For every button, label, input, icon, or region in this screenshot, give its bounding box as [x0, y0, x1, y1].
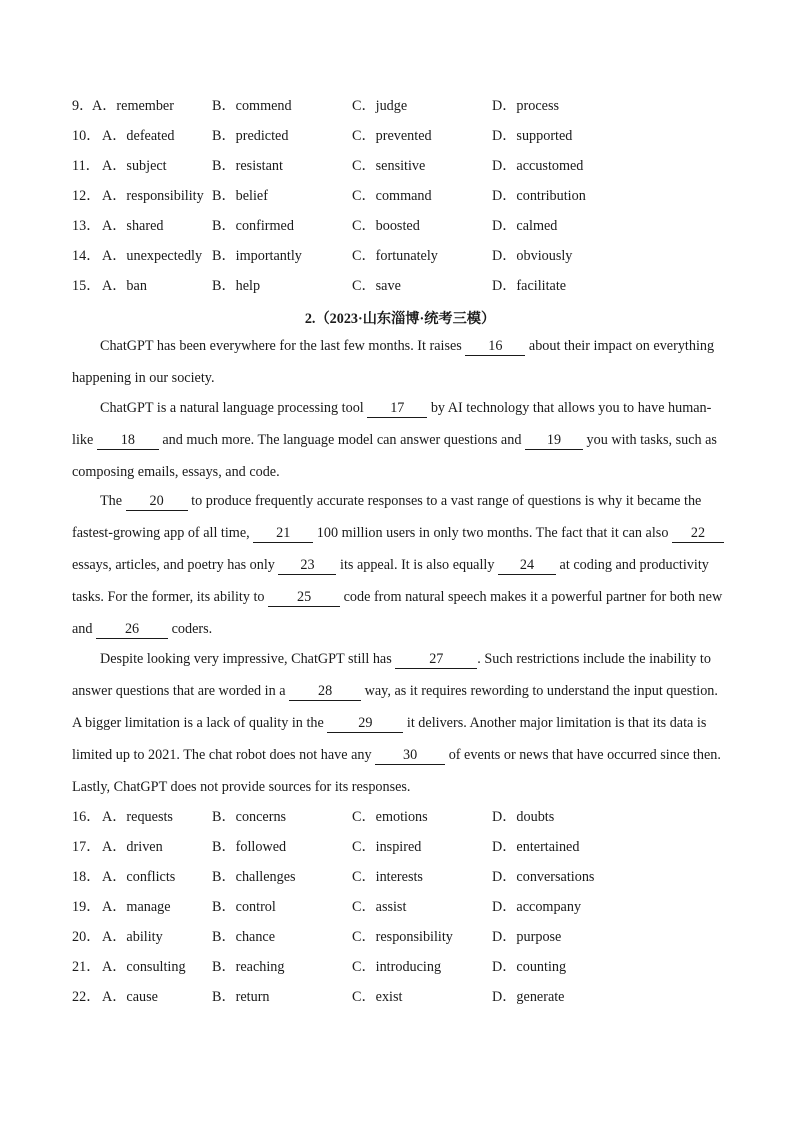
option-a: A．shared — [102, 218, 164, 234]
option-c: C．fortunately — [352, 248, 438, 264]
option-a: A．cause — [102, 989, 158, 1005]
option-b: B．reaching — [212, 959, 285, 975]
text: it delivers. Another major limitation is that its data is — [403, 715, 707, 731]
blank-30: 30 — [375, 747, 445, 765]
option-b: B．commend — [212, 98, 292, 114]
question-number: 17． — [72, 839, 101, 855]
text: The — [100, 493, 126, 509]
text: A bigger limitation is a lack of quality in the — [72, 715, 328, 731]
option-d: D．conversations — [492, 869, 595, 885]
option-d: D．doubts — [492, 809, 555, 825]
text: composing emails, essays, and code. — [72, 464, 280, 480]
option-c: C．boosted — [352, 218, 420, 234]
text: to produce frequently accurate responses to a vast range of questions is why it became the — [187, 493, 702, 509]
option-b: B．concerns — [212, 809, 287, 825]
question-number: 12． — [72, 188, 101, 204]
option-b: B．challenges — [212, 869, 296, 885]
option-a: A．ban — [102, 278, 147, 294]
option-d: D．accustomed — [492, 158, 584, 174]
blank-29: 29 — [327, 715, 403, 733]
passage-line — [72, 462, 728, 482]
question-number: 16． — [72, 809, 101, 825]
text: happening in our society. — [72, 370, 215, 386]
text: and — [72, 621, 97, 637]
option-b: B．confirmed — [212, 218, 294, 234]
option-a: A．unexpectedly — [102, 248, 203, 264]
passage-line — [72, 555, 728, 575]
question-number: 10． — [72, 128, 101, 144]
option-b: B．followed — [212, 839, 287, 855]
text: Despite looking very impressive, ChatGPT still has — [100, 651, 396, 667]
option-d: D．facilitate — [492, 278, 567, 294]
text: its appeal. It is also equally — [336, 557, 498, 573]
option-a: A．responsibility — [102, 188, 204, 204]
question-number: 19． — [72, 899, 101, 915]
text: tasks. For the former, its ability to — [72, 589, 269, 605]
question-number: 18． — [72, 869, 101, 885]
text: 100 million users in only two months. The fact that it can also — [313, 525, 672, 541]
text: ChatGPT has been everywhere for the last few months. It raises — [100, 338, 466, 354]
option-b: B．control — [212, 899, 276, 915]
option-a: A．requests — [102, 809, 173, 825]
text: essays, articles, and poetry has only — [72, 557, 279, 573]
option-d: D．generate — [492, 989, 565, 1005]
option-c: C．judge — [352, 98, 408, 114]
text: of events or news that have occurred since then. — [445, 747, 721, 763]
option-a: A．subject — [102, 158, 167, 174]
question-number: 22． — [72, 989, 101, 1005]
question-number: 20． — [72, 929, 101, 945]
section-heading: 2.（2023·山东淄博·统考三模） — [304, 311, 496, 327]
blank-26: 26 — [96, 621, 168, 639]
option-d: D．contribution — [492, 188, 586, 204]
blank-21: 21 — [253, 525, 313, 543]
text: and much more. The language model can answer questions and — [158, 432, 525, 448]
text: at coding and productivity — [556, 557, 709, 573]
option-d: D．supported — [492, 128, 573, 144]
question-number: 14． — [72, 248, 101, 264]
passage-line — [72, 777, 728, 797]
blank-27: 27 — [395, 651, 477, 669]
text: way, as it requires rewording to understand the input question. — [361, 683, 718, 699]
question-number: 9． — [72, 98, 94, 114]
option-c: C．emotions — [352, 809, 428, 825]
question-number: 15． — [72, 278, 101, 294]
blank-23: 23 — [278, 557, 336, 575]
option-d: D．purpose — [492, 929, 562, 945]
option-c: C．introducing — [352, 959, 442, 975]
text: answer questions that are worded in a — [72, 683, 290, 699]
option-a: A．driven — [102, 839, 163, 855]
blank-28: 28 — [289, 683, 361, 701]
passage-line — [72, 713, 728, 733]
blank-25: 25 — [268, 589, 340, 607]
blank-22: 22 — [672, 525, 724, 543]
option-d: D．calmed — [492, 218, 558, 234]
option-c: C．interests — [352, 869, 423, 885]
option-b: B．predicted — [212, 128, 289, 144]
passage-line — [72, 681, 728, 701]
option-b: B．chance — [212, 929, 276, 945]
passage-line — [72, 491, 728, 511]
text: ChatGPT is a natural language processing tool — [100, 400, 368, 416]
passage-line — [72, 430, 728, 450]
passage-line — [72, 619, 728, 639]
option-b: B．importantly — [212, 248, 302, 264]
blank-16: 16 — [465, 338, 525, 356]
option-a: A．conflicts — [102, 869, 176, 885]
option-d: D．entertained — [492, 839, 580, 855]
option-a: A．consulting — [102, 959, 186, 975]
text: by AI technology that allows you to have human- — [427, 400, 712, 416]
text: you with tasks, such as — [582, 432, 717, 448]
option-d: D．counting — [492, 959, 567, 975]
option-d: D．accompany — [492, 899, 582, 915]
option-c: C．inspired — [352, 839, 422, 855]
option-b: B．help — [212, 278, 261, 294]
text: coders. — [168, 621, 213, 637]
text: about their impact on everything — [525, 338, 715, 354]
option-a: A．defeated — [102, 128, 175, 144]
passage-line — [72, 587, 728, 607]
option-c: C．assist — [352, 899, 407, 915]
option-b: B．resistant — [212, 158, 283, 174]
text: . Such restrictions include the inability to — [477, 651, 711, 667]
passage-line — [72, 336, 728, 356]
question-number: 11． — [72, 158, 100, 174]
question-number: 13． — [72, 218, 101, 234]
blank-20: 20 — [126, 493, 188, 511]
blank-19: 19 — [525, 432, 583, 450]
option-d: D．obviously — [492, 248, 573, 264]
passage-line — [72, 745, 728, 765]
text: fastest-growing app of all time, — [72, 525, 254, 541]
option-d: D．process — [492, 98, 559, 114]
blank-18: 18 — [97, 432, 159, 450]
text: Lastly, ChatGPT does not provide sources for its responses. — [72, 779, 411, 795]
passage-line — [72, 398, 728, 418]
option-c: C．sensitive — [352, 158, 426, 174]
blank-24: 24 — [498, 557, 556, 575]
option-c: C．responsibility — [352, 929, 453, 945]
text: code from natural speech makes it a powerful partner for both new — [340, 589, 723, 605]
text: like — [72, 432, 97, 448]
option-b: B．belief — [212, 188, 268, 204]
option-c: C．command — [352, 188, 432, 204]
option-c: C．prevented — [352, 128, 432, 144]
text: limited up to 2021. The chat robot does not have any — [72, 747, 376, 763]
passage-line — [72, 368, 728, 388]
passage-line — [72, 649, 728, 669]
question-number: 21． — [72, 959, 101, 975]
option-b: B．return — [212, 989, 270, 1005]
option-c: C．exist — [352, 989, 403, 1005]
option-a: A．ability — [102, 929, 163, 945]
option-a: A．remember — [92, 98, 174, 114]
blank-17: 17 — [367, 400, 427, 418]
option-c: C．save — [352, 278, 401, 294]
passage-line — [72, 523, 728, 543]
option-a: A．manage — [102, 899, 171, 915]
